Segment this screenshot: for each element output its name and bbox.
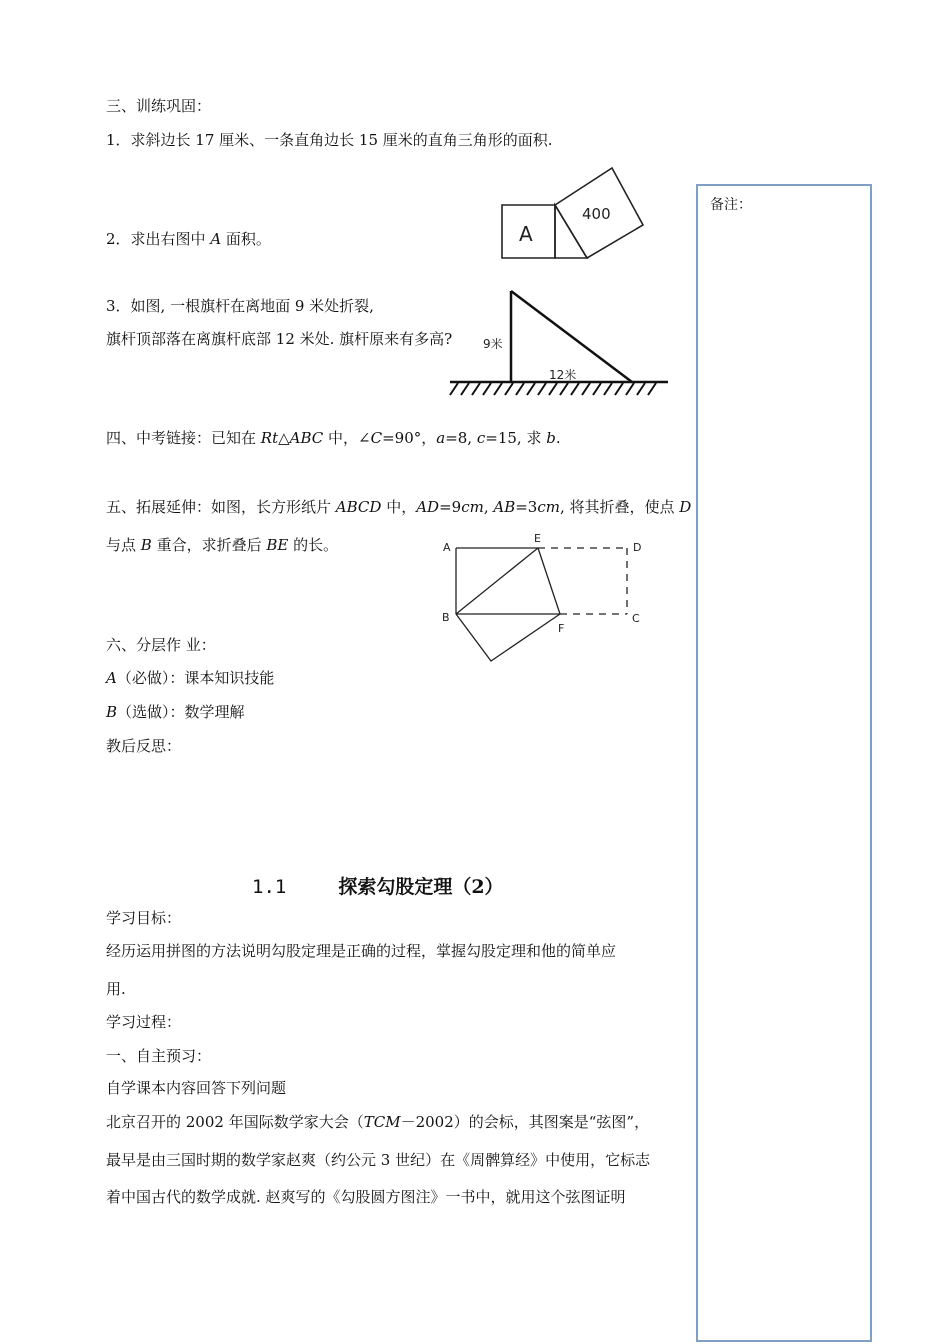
s4-c: C	[370, 429, 383, 447]
question-3-line2: 旗杆顶部落在离旗杆底部 12 米处. 旗杆原来有多高?	[106, 330, 453, 348]
s5-l2b: 重合，求折叠后	[151, 536, 267, 554]
fold-ef	[538, 548, 560, 614]
s5-l1a: 五、拓展延伸：如图，长方形纸片	[106, 498, 336, 516]
goal-heading: 学习目标：	[106, 909, 182, 927]
lesson-title	[252, 872, 504, 899]
point-f-label: F	[558, 622, 565, 635]
s5-l2c: 的长。	[288, 536, 339, 554]
s4-b: b	[546, 429, 556, 447]
s5-cm1: cm	[461, 498, 484, 516]
hw-a-var: A	[106, 669, 117, 687]
s5-l1d: ,	[483, 498, 494, 516]
preview-intro: 自学课本内容回答下列问题	[106, 1079, 287, 1097]
hw-b-var: B	[106, 703, 118, 721]
point-d-label: D	[633, 541, 642, 554]
lesson-title-text: 探索勾股定理（2）	[338, 876, 504, 898]
question-3-line1: 3．如图, 一根旗杆在离地面 9 米处折裂,	[106, 297, 374, 315]
lesson-number: 1.1	[252, 876, 287, 898]
p1-b: －2002）的会标，其图案是“弦图”，	[400, 1113, 650, 1131]
homework-b	[106, 702, 245, 722]
flagpole-height-label: 9米	[483, 337, 503, 351]
reflection-label: 教后反思：	[106, 737, 182, 755]
preview-heading: 一、自主预习：	[106, 1047, 212, 1065]
process-heading: 学习过程：	[106, 1013, 182, 1031]
homework-a	[106, 668, 274, 688]
point-b-label: B	[442, 611, 450, 624]
segment-be	[456, 548, 538, 614]
s5-abcd: ABCD	[335, 498, 382, 516]
square-400-label: 400	[582, 205, 611, 223]
s5-b: B	[140, 536, 152, 554]
s4-prefix: 四、中考链接：已知在	[106, 429, 261, 447]
point-a-label: A	[443, 541, 451, 554]
square-a-label: A	[519, 222, 533, 246]
hw-b-text: （选做）：数学理解	[117, 703, 245, 721]
s5-d: D	[679, 498, 692, 516]
p1-a: 北京召开的 2002 年国际数学家大会（	[106, 1113, 364, 1131]
s4-mid1: 中，∠	[323, 429, 371, 447]
s4-c2: c	[476, 429, 486, 447]
s5-be: BE	[266, 536, 289, 554]
s4-end: .	[555, 429, 561, 447]
q2-suffix: 面积。	[221, 230, 271, 248]
s5-cm2: cm	[537, 498, 560, 516]
notes-box	[696, 184, 872, 1342]
s5-ab: AB	[493, 498, 516, 516]
folded-flap	[456, 614, 560, 661]
s4-a: a	[436, 429, 446, 447]
point-e-label: E	[534, 532, 541, 545]
s5-l1b: 中，	[381, 498, 417, 516]
s4-rt: Rt△ABC	[260, 429, 324, 447]
s4-mid2: =90°，	[382, 429, 437, 447]
notes-label: 备注：	[710, 197, 752, 213]
goal-line2: 用.	[106, 980, 126, 998]
question-1: 1．求斜边长 17 厘米、一条直角边长 15 厘米的直角三角形的面积.	[106, 131, 553, 149]
s5-l1e: =3	[515, 498, 538, 516]
point-c-label: C	[632, 612, 640, 625]
p1-tcm: TCM	[363, 1113, 401, 1131]
s5-l1f: , 将其折叠，使点	[559, 498, 680, 516]
paragraph-line1	[106, 1112, 649, 1132]
paragraph-line3: 着中国古代的数学成就. 赵爽写的《勾股圆方图注》一书中，就用这个弦图证明	[106, 1188, 626, 1206]
flagpole-distance-label: 12米	[549, 368, 577, 382]
s5-ad: AD	[416, 498, 440, 516]
paragraph-line2: 最早是由三国时期的数学家赵爽（约公元 3 世纪）在《周髀算经》中使用，它标志	[106, 1151, 651, 1169]
q2-prefix: 2．求出右图中	[106, 230, 211, 248]
s5-l2a: 与点	[106, 536, 141, 554]
goal-line1: 经历运用拼图的方法说明勾股定理是正确的过程，掌握勾股定理和他的简单应	[106, 942, 617, 960]
hw-a-text: （必做）：课本知识技能	[116, 669, 275, 687]
section6-heading: 六、分层作 业：	[106, 636, 216, 654]
s4-mid4: =15, 求	[485, 429, 547, 447]
q2-var: A	[210, 230, 222, 248]
s4-mid3: =8,	[445, 429, 477, 447]
s5-l1c: =9	[439, 498, 462, 516]
section3-heading: 三、训练巩固：	[106, 97, 212, 115]
